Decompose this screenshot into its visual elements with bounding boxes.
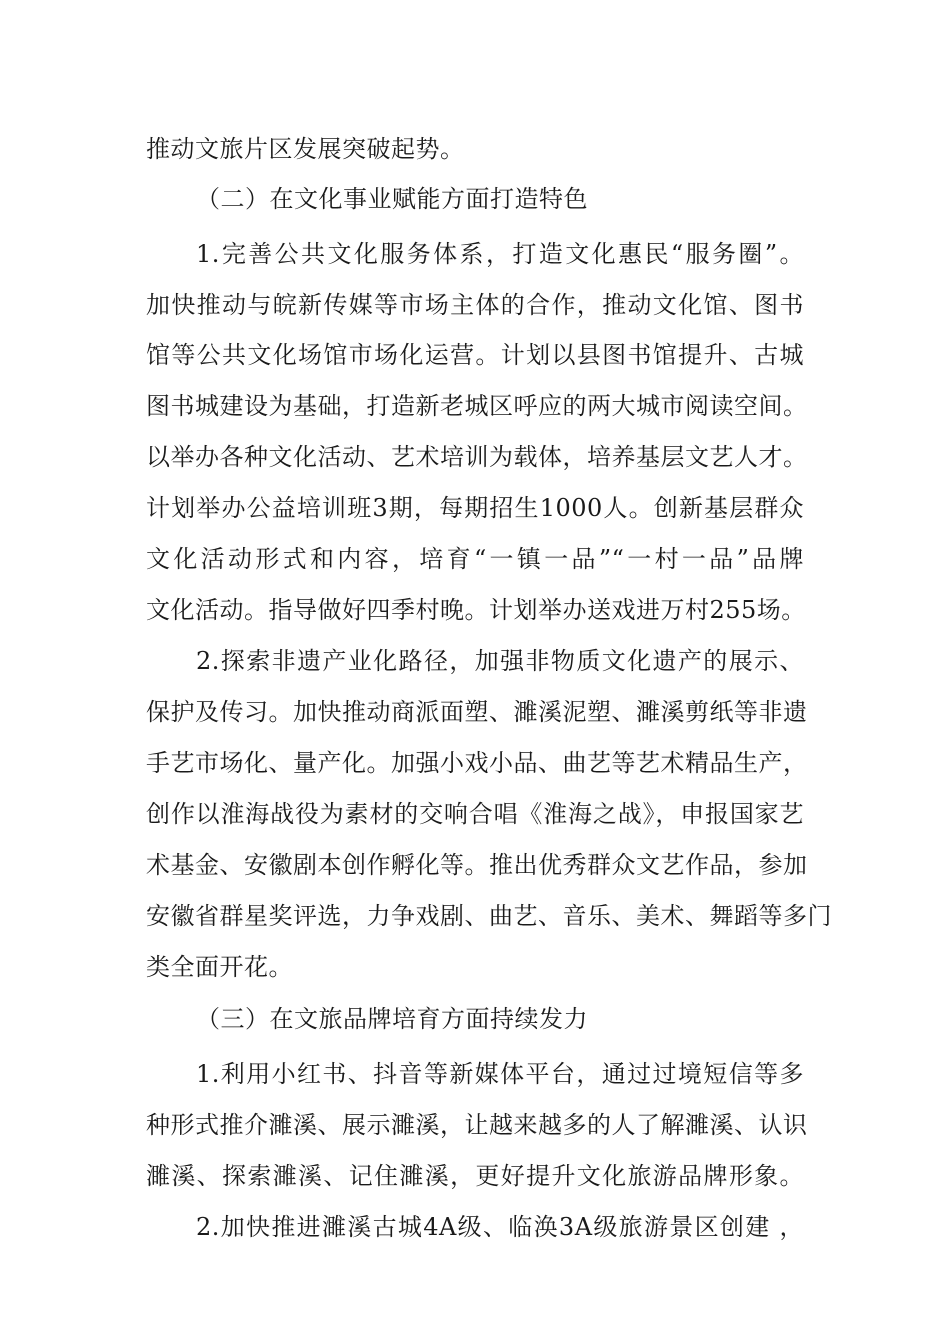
- paragraph-line: 濉溪、探索濉溪、记住濉溪，更好提升文化旅游品牌形象。: [146, 1162, 804, 1190]
- paragraph-line: 计划举办公益培训班3期，每期招生1000人。创新基层群众: [146, 494, 804, 522]
- paragraph-line: 文化活动形式和内容，培育“一镇一品”“一村一品”品牌: [146, 545, 804, 573]
- paragraph-line: 1.完善公共文化服务体系，打造文化惠民“服务圈”。: [196, 240, 804, 268]
- paragraph-line: 种形式推介濉溪、展示濉溪，让越来越多的人了解濉溪、认识: [146, 1111, 808, 1139]
- paragraph-line: 加快推动与皖新传媒等市场主体的合作，推动文化馆、图书: [146, 291, 804, 319]
- paragraph-line: 文化活动。指导做好四季村晚。计划举办送戏进万村255场。: [146, 596, 806, 624]
- paragraph-line: 2.加快推进濉溪古城4A级、临涣3A级旅游景区创建 ，: [196, 1213, 804, 1241]
- section-heading: （三）在文旅品牌培育方面持续发力: [196, 1005, 588, 1033]
- paragraph-line: 以举办各种文化活动、艺术培训为载体，培养基层文艺人才。: [146, 443, 808, 471]
- paragraph-line: 图书城建设为基础，打造新老城区呼应的两大城市阅读空间。: [146, 392, 808, 420]
- paragraph-line: 2.探索非遗产业化路径，加强非物质文化遗产的展示、: [196, 647, 804, 675]
- paragraph-line: 推动文旅片区发展突破起势。: [146, 135, 465, 163]
- paragraph-line: 手艺市场化、量产化。加强小戏小品、曲艺等艺术精品生产，: [146, 749, 808, 777]
- paragraph-line: 1.利用小红书、抖音等新媒体平台，通过过境短信等多: [196, 1060, 804, 1088]
- paragraph-line: 保护及传习。加快推动商派面塑、濉溪泥塑、濉溪剪纸等非遗: [146, 698, 808, 726]
- paragraph-line: 创作以淮海战役为素材的交响合唱《淮海之战》，申报国家艺: [146, 800, 804, 828]
- section-heading: （二）在文化事业赋能方面打造特色: [196, 185, 588, 213]
- paragraph-line: 类全面开花。: [146, 953, 293, 981]
- paragraph-line: 安徽省群星奖评选，力争戏剧、曲艺、音乐、美术、舞蹈等多门: [146, 902, 832, 930]
- paragraph-line: 馆等公共文化场馆市场化运营。计划以县图书馆提升、古城: [146, 341, 804, 369]
- paragraph-line: 术基金、安徽剧本创作孵化等。推出优秀群众文艺作品，参加: [146, 851, 808, 879]
